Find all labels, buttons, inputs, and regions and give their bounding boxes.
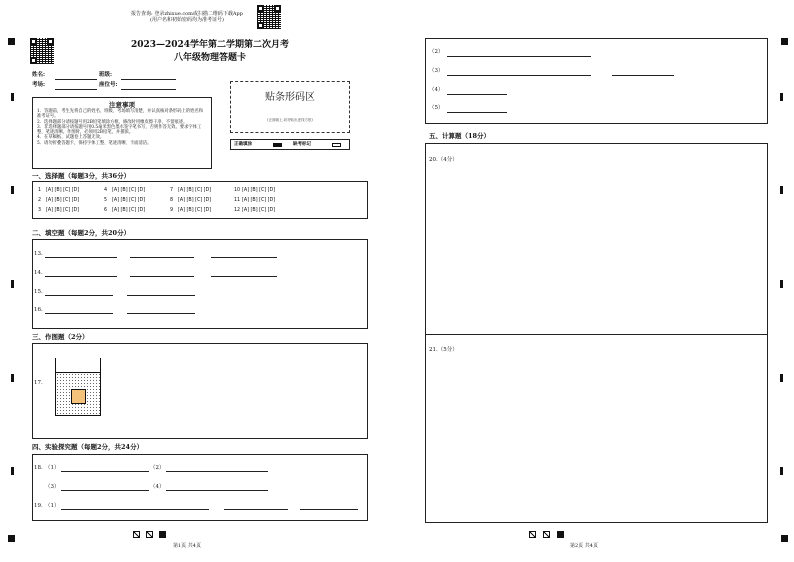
answer-line[interactable]: [447, 56, 591, 57]
answer-line[interactable]: [224, 509, 288, 510]
answer-line[interactable]: [166, 490, 268, 491]
option-bubble[interactable]: [A]: [242, 208, 250, 213]
answer-line[interactable]: [45, 257, 117, 258]
section-calc-title: 五、计算题（18分）: [429, 132, 491, 140]
choice-row: [38, 208, 81, 214]
section-choice-title: 一、选择题（每题3分，共36分）: [32, 172, 131, 180]
option-bubble[interactable]: [A]: [178, 188, 186, 193]
option-bubble[interactable]: [C]: [195, 188, 203, 193]
choice-row: [170, 188, 213, 194]
question-number: 9: [170, 208, 174, 213]
option-bubble[interactable]: [D]: [137, 208, 146, 213]
answer-line[interactable]: [61, 509, 209, 510]
water-container-diagram[interactable]: [55, 358, 101, 416]
question-19: 19.: [34, 503, 43, 509]
option-bubble[interactable]: [D]: [267, 188, 276, 193]
class-field[interactable]: [121, 79, 176, 80]
option-bubble[interactable]: [B]: [54, 198, 62, 203]
option-bubble[interactable]: [B]: [250, 198, 258, 203]
option-bubble[interactable]: [B]: [186, 188, 194, 193]
seat-label: 座位号:: [99, 82, 118, 88]
option-bubble[interactable]: [B]: [186, 208, 194, 213]
part-1-label: （1）: [45, 465, 60, 471]
answer-line[interactable]: [447, 112, 507, 113]
choice-row: [104, 188, 147, 194]
option-bubble[interactable]: [A]: [178, 208, 186, 213]
notice-item: 2．选择题部分请按题号用2B铅笔填涂方框，修改时用橡皮擦干净，不留痕迹。: [37, 119, 188, 125]
option-bubble[interactable]: [C]: [129, 208, 137, 213]
page-mark-icon: [557, 531, 564, 538]
answer-line[interactable]: [447, 75, 591, 76]
page-number: 第1页 共4页: [173, 543, 201, 549]
notice-item: 1．答题前，考生先将自己的姓名、班级、考场填写清楚，并认真核对条形码上的姓名和准考证号。: [37, 109, 204, 120]
fill-legend: [230, 139, 350, 150]
option-bubble[interactable]: [C]: [63, 188, 71, 193]
experiment-box: [32, 454, 368, 521]
answer-line[interactable]: [127, 295, 195, 296]
section-experiment-title: 四、实验探究题（每题2分，共24分）: [32, 443, 144, 451]
question-20-box[interactable]: [425, 143, 768, 335]
barcode-title: 贴条形码区: [265, 92, 315, 103]
option-bubble[interactable]: [D]: [137, 198, 146, 203]
option-bubble[interactable]: [D]: [71, 208, 80, 213]
option-bubble[interactable]: [D]: [203, 208, 212, 213]
choice-row: [170, 198, 213, 204]
question-number: 3: [38, 208, 42, 213]
question-number: 10: [234, 188, 241, 193]
qr-code-icon: [30, 38, 54, 64]
notice-item: 3．非选择题部分请按题号用0.5毫米黑色墨水签字笔书写，否则作答无效。要求字体工整、笔迹清晰。作图时，必须用2B铅笔，并描浓。: [37, 124, 202, 136]
option-bubble[interactable]: [A]: [46, 208, 54, 213]
option-bubble[interactable]: [C]: [259, 188, 267, 193]
answer-line[interactable]: [130, 276, 194, 277]
question-number: 1: [38, 188, 42, 193]
option-bubble[interactable]: [A]: [46, 188, 54, 193]
side-mark-icon: [11, 467, 14, 475]
answer-line[interactable]: [45, 295, 113, 296]
alignment-mark-icon: [8, 38, 15, 45]
part-4-label: （4）: [150, 484, 165, 490]
part-4-label: （4）: [429, 87, 444, 93]
report-notice-line2: (用户名和初始密码均为准考证号): [150, 17, 224, 23]
option-bubble[interactable]: [B]: [54, 188, 62, 193]
option-bubble[interactable]: [B]: [120, 208, 128, 213]
part-5-label: （5）: [429, 105, 444, 111]
question-number: 7: [170, 188, 174, 193]
exam-title: 2023—2024学年第二学期第二次月考: [130, 40, 290, 50]
block-object: [71, 389, 86, 404]
option-bubble[interactable]: [A]: [112, 208, 120, 213]
option-bubble[interactable]: [C]: [195, 208, 203, 213]
question-18: 18.: [34, 465, 43, 471]
page-number: 第2页 共4页: [570, 543, 598, 549]
question-number: 12: [234, 208, 241, 213]
alignment-mark-icon: [781, 38, 788, 45]
page-mark-icon: [146, 531, 153, 538]
question-20: 20.（4分）: [429, 157, 458, 163]
choice-row: [104, 198, 147, 204]
side-mark-icon: [780, 467, 783, 475]
option-bubble[interactable]: [C]: [129, 188, 137, 193]
option-bubble[interactable]: [C]: [195, 198, 203, 203]
part-2-label: （2）: [429, 49, 444, 55]
page-mark-icon: [133, 531, 140, 538]
correct-fill-label: 正确填涂: [234, 142, 252, 147]
option-bubble[interactable]: [A]: [46, 198, 54, 203]
class-label: 班级:: [99, 72, 113, 78]
choice-row: [104, 208, 147, 214]
side-mark-icon: [11, 186, 14, 194]
option-bubble[interactable]: [C]: [129, 198, 137, 203]
question-number: 11: [234, 198, 241, 203]
option-bubble[interactable]: [C]: [259, 198, 267, 203]
question-17: 17.: [34, 380, 43, 386]
question-number: 6: [104, 208, 108, 213]
option-bubble[interactable]: [D]: [203, 188, 212, 193]
question-number: 5: [104, 198, 108, 203]
option-bubble[interactable]: [D]: [267, 198, 276, 203]
part-1-label: （1）: [45, 503, 60, 509]
option-bubble[interactable]: [D]: [71, 198, 80, 203]
option-bubble[interactable]: [D]: [267, 208, 276, 213]
answer-line[interactable]: [166, 471, 268, 472]
question-number: 8: [170, 198, 174, 203]
option-bubble[interactable]: [A]: [178, 198, 186, 203]
room-field[interactable]: [55, 89, 97, 90]
option-bubble[interactable]: [C]: [63, 208, 71, 213]
notice-item: 4．在草稿纸、试题卷上答题无效。: [37, 135, 105, 141]
option-bubble[interactable]: [D]: [71, 188, 80, 193]
option-bubble[interactable]: [C]: [259, 208, 267, 213]
choice-row: [234, 198, 277, 204]
question-15: 15.: [34, 289, 43, 295]
choice-row: [38, 188, 81, 194]
option-bubble[interactable]: [B]: [54, 208, 62, 213]
barcode-zone: [230, 81, 350, 133]
option-bubble[interactable]: [C]: [63, 198, 71, 203]
option-bubble[interactable]: [B]: [120, 198, 128, 203]
question-21: 21.（5分）: [429, 347, 458, 353]
missing-mark-box[interactable]: [332, 143, 341, 147]
answer-line[interactable]: [61, 490, 149, 491]
choice-row: [234, 188, 277, 194]
answer-line[interactable]: [211, 276, 277, 277]
exam-subtitle: 八年级物理答题卡: [173, 53, 246, 63]
answer-line[interactable]: [130, 257, 194, 258]
choice-row: [38, 198, 81, 204]
room-label: 考场:: [32, 82, 46, 88]
answer-line[interactable]: [211, 257, 277, 258]
answer-line[interactable]: [45, 313, 113, 314]
choice-row: [170, 208, 213, 214]
option-bubble[interactable]: [A]: [242, 198, 250, 203]
part-2-label: （2）: [150, 465, 165, 471]
question-16: 16.: [34, 307, 43, 313]
side-mark-icon: [780, 374, 783, 382]
option-bubble[interactable]: [B]: [250, 188, 258, 193]
fill-box: [32, 239, 368, 329]
option-bubble[interactable]: [B]: [250, 208, 258, 213]
option-bubble[interactable]: [A]: [112, 198, 120, 203]
question-13: 13.: [34, 251, 43, 257]
page-mark-icon: [529, 531, 536, 538]
section-fill-title: 二、填空题（每题2分，共20分）: [32, 229, 131, 237]
report-notice: [112, 11, 262, 23]
missing-mark-label: 缺考标记: [293, 142, 311, 147]
side-mark-icon: [11, 280, 14, 288]
option-bubble[interactable]: [A]: [112, 188, 120, 193]
page-mark-icon: [543, 531, 550, 538]
option-bubble[interactable]: [B]: [186, 198, 194, 203]
seat-field[interactable]: [121, 89, 176, 90]
alignment-mark-icon: [8, 535, 15, 542]
report-notice-line1: 报告查询: 登录zhixue.com或扫描二维码下载App: [131, 11, 243, 17]
option-bubble[interactable]: [D]: [137, 188, 146, 193]
option-bubble[interactable]: [B]: [120, 188, 128, 193]
option-bubble[interactable]: [D]: [203, 198, 212, 203]
choice-row: [234, 208, 277, 214]
side-mark-icon: [780, 280, 783, 288]
part-3-label: （3）: [45, 484, 60, 490]
question-21-box[interactable]: [425, 334, 768, 523]
question-number: 4: [104, 188, 108, 193]
page-mark-icon: [159, 531, 166, 538]
barcode-hint: (正面朝上,切勿贴出虚线方框): [267, 118, 313, 122]
name-label: 姓名:: [32, 72, 46, 78]
notice-box: [32, 97, 212, 169]
answer-line[interactable]: [61, 471, 149, 472]
side-mark-icon: [780, 93, 783, 101]
notice-title: 注意事项: [109, 101, 135, 109]
answer-line[interactable]: [612, 75, 674, 76]
question-14: 14.: [34, 270, 43, 276]
side-mark-icon: [11, 93, 14, 101]
answer-line[interactable]: [127, 313, 195, 314]
side-mark-icon: [780, 186, 783, 194]
answer-line[interactable]: [447, 94, 507, 95]
section-drawing-title: 三、作图题（2分）: [32, 333, 89, 341]
correct-fill-icon: [273, 143, 282, 147]
side-mark-icon: [11, 374, 14, 382]
answer-line[interactable]: [300, 509, 358, 510]
qr-code-icon: [257, 5, 281, 29]
name-field[interactable]: [55, 79, 97, 80]
alignment-mark-icon: [781, 535, 788, 542]
question-number: 2: [38, 198, 42, 203]
option-bubble[interactable]: [A]: [242, 188, 250, 193]
notice-item: 5．请勿折叠答题卡，保持字体工整、笔迹清晰、卡面清洁。: [37, 140, 152, 146]
part-3-label: （3）: [429, 68, 444, 74]
answer-line[interactable]: [45, 276, 117, 277]
